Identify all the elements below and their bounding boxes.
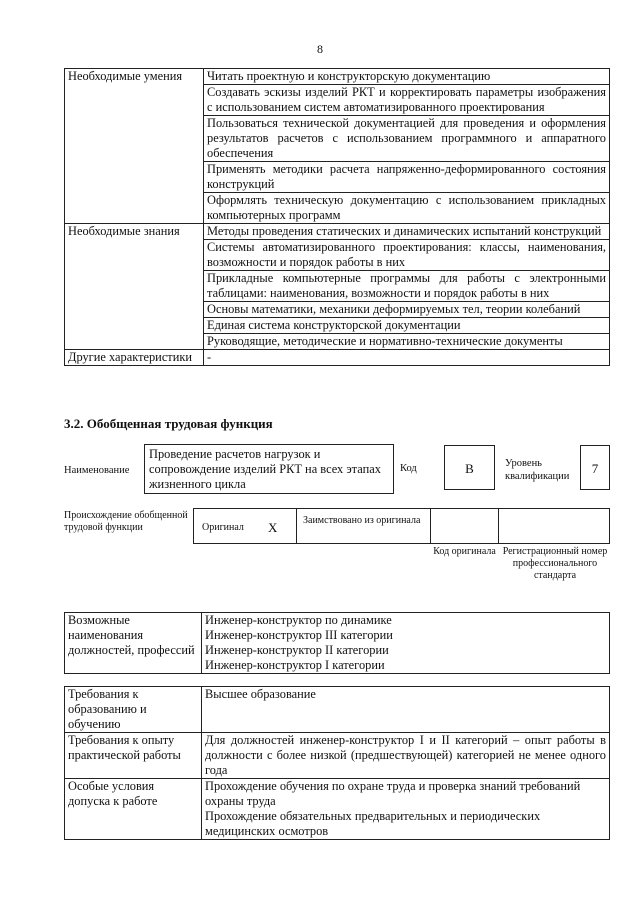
positions-label: Возможные наименования должностей, профессий <box>65 613 202 674</box>
education-value: Высшее образование <box>202 687 610 733</box>
function-name-box <box>144 444 394 494</box>
level-value-box <box>580 445 610 490</box>
skills-knowledge-table <box>64 68 610 366</box>
function-name: Проведение расчетов нагрузок и сопровождение изделий РКТ на всех этапах жизненного цикла <box>149 447 381 491</box>
knowledge-item: Руководящие, методические и нормативно-технические документы <box>204 334 610 350</box>
original-label: Оригинал <box>202 522 244 533</box>
position-item: Инженер-конструктор по динамике <box>205 613 392 627</box>
knowledge-item: Единая система конструкторской документации <box>204 318 610 334</box>
code-value-box <box>444 445 495 490</box>
page-number: 8 <box>317 42 323 56</box>
level-value: 7 <box>591 461 599 476</box>
skill-item: Применять методики расчета напряженно-деформированного состояния конструкций <box>204 162 610 193</box>
knowledge-item: Методы проведения статических и динамических испытаний конструкций <box>204 224 610 240</box>
knowledge-item: Основы математики, механики деформируемых тел, теории колебаний <box>204 302 610 318</box>
code-original-cell <box>430 508 499 544</box>
borrowed-label: Заимствовано из оригинала <box>303 515 421 526</box>
skill-item: Пользоваться технической документацией для проведения и оформления результатов расчетов с использованием программного и аппаратного обеспечения <box>204 116 610 162</box>
experience-label: Требования к опыту практической работы <box>65 733 202 779</box>
reg-number-caption: Регистрационный номер профессионального стандарта <box>502 546 608 581</box>
reg-number-cell <box>498 508 610 544</box>
positions-list <box>202 613 610 674</box>
other-value: - <box>204 350 610 366</box>
level-label: Уровень квалификации <box>505 458 570 482</box>
origin-label: Происхождение обобщенной трудовой функции <box>64 510 188 533</box>
position-item: Инженер-конструктор II категории <box>205 643 389 657</box>
borrowed-cell <box>296 508 431 544</box>
skill-item: Оформлять техническую документацию с использованием прикладных компьютерных программ <box>204 193 610 224</box>
admission-value <box>202 779 610 840</box>
code-label: Код <box>400 463 417 474</box>
admission-label: Особые условия допуска к работе <box>65 779 202 840</box>
skill-item: Создавать эскизы изделий РКТ и корректировать параметры изображения с использованием систем автоматизированного проектирования <box>204 85 610 116</box>
name-label: Наименование <box>64 465 130 476</box>
requirements-table <box>64 686 610 840</box>
position-item: Инженер-конструктор III категории <box>205 628 393 642</box>
experience-value: Для должностей инженер-конструктор I и II категорий – опыт работы в должности с более низкой (предшествующей) категорией не менее одного года <box>202 733 610 779</box>
admission-line: Прохождение обучения по охране труда и проверка знаний требований охраны труда <box>205 779 581 808</box>
knowledge-label: Необходимые знания <box>65 224 204 350</box>
other-label: Другие характеристики <box>65 350 204 366</box>
knowledge-item: Системы автоматизированного проектирования: классы, наименования, возможности и порядок работы в них <box>204 240 610 271</box>
admission-line: Прохождение обязательных предварительных и периодических медицинских осмотров <box>205 809 541 838</box>
original-cell <box>193 508 297 544</box>
knowledge-item: Прикладные компьютерные программы для работы с электронными таблицами: наименования, возможности и порядок работы в них <box>204 271 610 302</box>
skills-label: Необходимые умения <box>65 69 204 224</box>
position-item: Инженер-конструктор I категории <box>205 658 385 672</box>
skill-item: Читать проектную и конструкторскую документацию <box>204 69 610 85</box>
section-heading: 3.2. Обобщенная трудовая функция <box>64 416 273 431</box>
original-mark: X <box>268 520 278 535</box>
code-value: B <box>465 461 474 476</box>
code-original-caption: Код оригинала <box>433 546 496 557</box>
positions-table <box>64 612 610 674</box>
education-label: Требования к образованию и обучению <box>65 687 202 733</box>
